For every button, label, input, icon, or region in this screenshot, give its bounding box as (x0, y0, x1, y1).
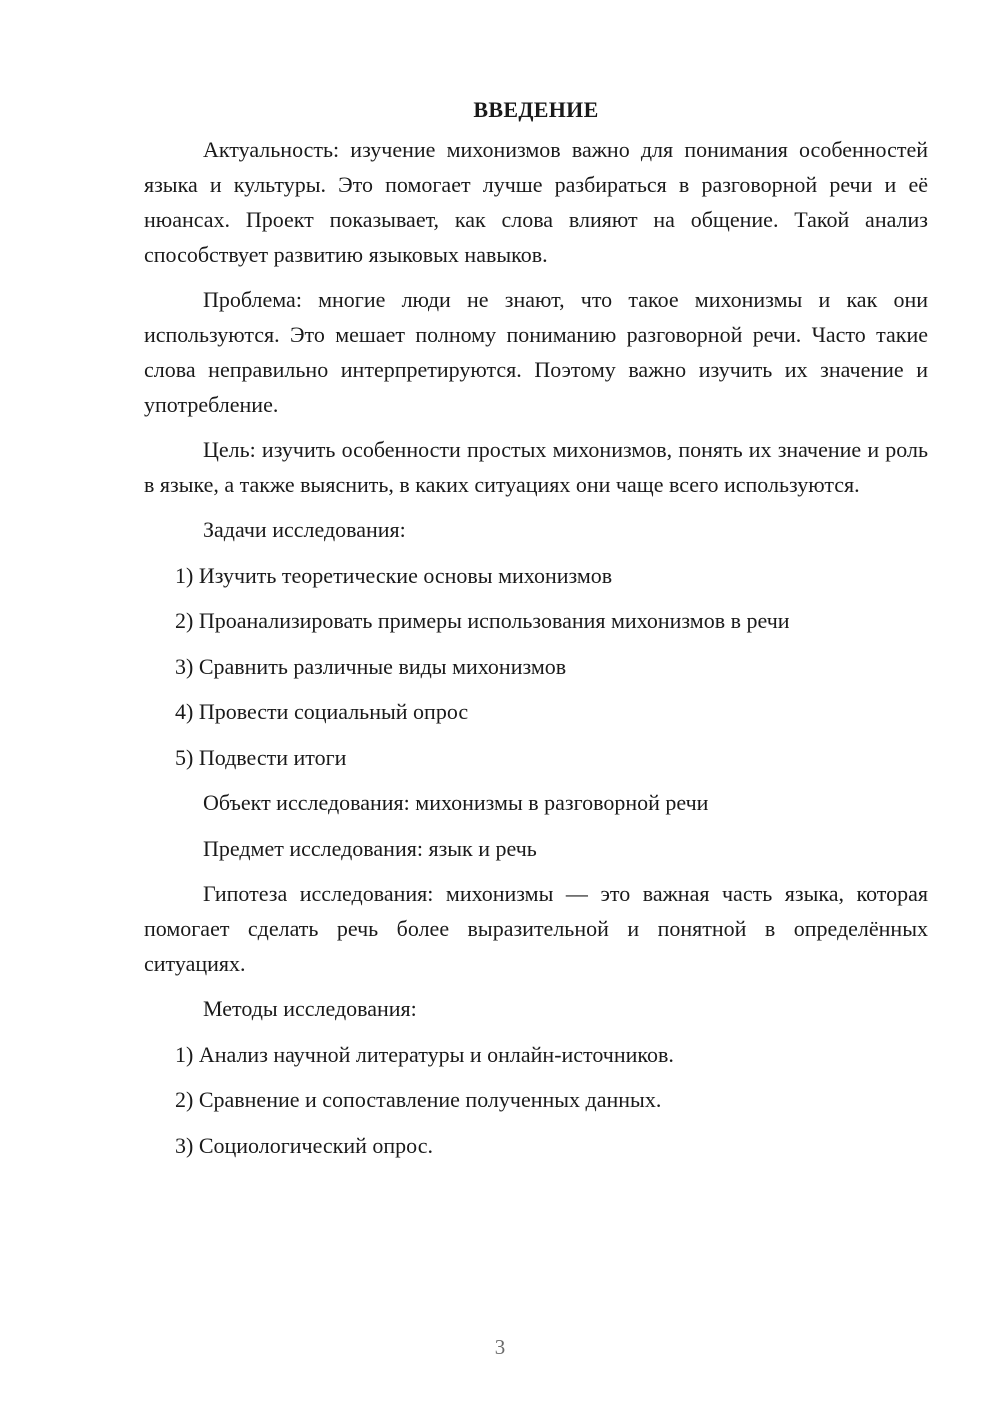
research-subject: Предмет исследования: язык и речь (203, 835, 537, 861)
paragraph-goal: Цель: изучить особенности простых михонизмов, понять их значение и роль в языке, а также выяснить, в каких ситуациях они чаще всего используются. (144, 437, 928, 497)
document-page (144, 92, 928, 1173)
method-item: 1) Анализ научной литературы и онлайн-источников. (175, 1041, 674, 1067)
paragraph-relevance: Актуальность: изучение михонизмов важно для понимания особенностей языка и культуры. Это помогает лучше разбираться в разговорной речи и её нюансах. Проект показывает, как слова влияют на общение. Такой анализ способствует развитию языковых навыков. (144, 137, 928, 267)
paragraph-hypothesis: Гипотеза исследования: михонизмы — это важная часть языка, которая помогает сделать речь более выразительной и понятной в определённых ситуациях. (144, 881, 928, 976)
task-item: 2) Проанализировать примеры использования михонизмов в речи (175, 608, 790, 633)
task-item: 3) Сравнить различные виды михонизмов (175, 653, 567, 679)
task-item: 5) Подвести итоги (175, 744, 347, 770)
document-title: ВВЕДЕНИЕ (473, 97, 599, 122)
method-item: 2) Сравнение и сопоставление полученных данных. (175, 1087, 662, 1112)
research-object: Объект исследования: михонизмы в разговорной речи (203, 790, 709, 815)
task-item: 1) Изучить теоретические основы михонизмов (175, 562, 613, 588)
page-number: 3 (494, 1335, 506, 1359)
task-item: 4) Провести социальный опрос (175, 699, 469, 724)
tasks-heading: Задачи исследования: (203, 517, 406, 542)
methods-heading: Методы исследования: (203, 996, 417, 1021)
paragraph-problem: Проблема: многие люди не знают, что такое михонизмы и как они используются. Это мешает полному пониманию разговорной речи. Часто такие слова неправильно интерпретируются. Поэтому важно изучить их значение и употребление. (144, 287, 928, 417)
method-item: 3) Социологический опрос. (175, 1132, 433, 1158)
